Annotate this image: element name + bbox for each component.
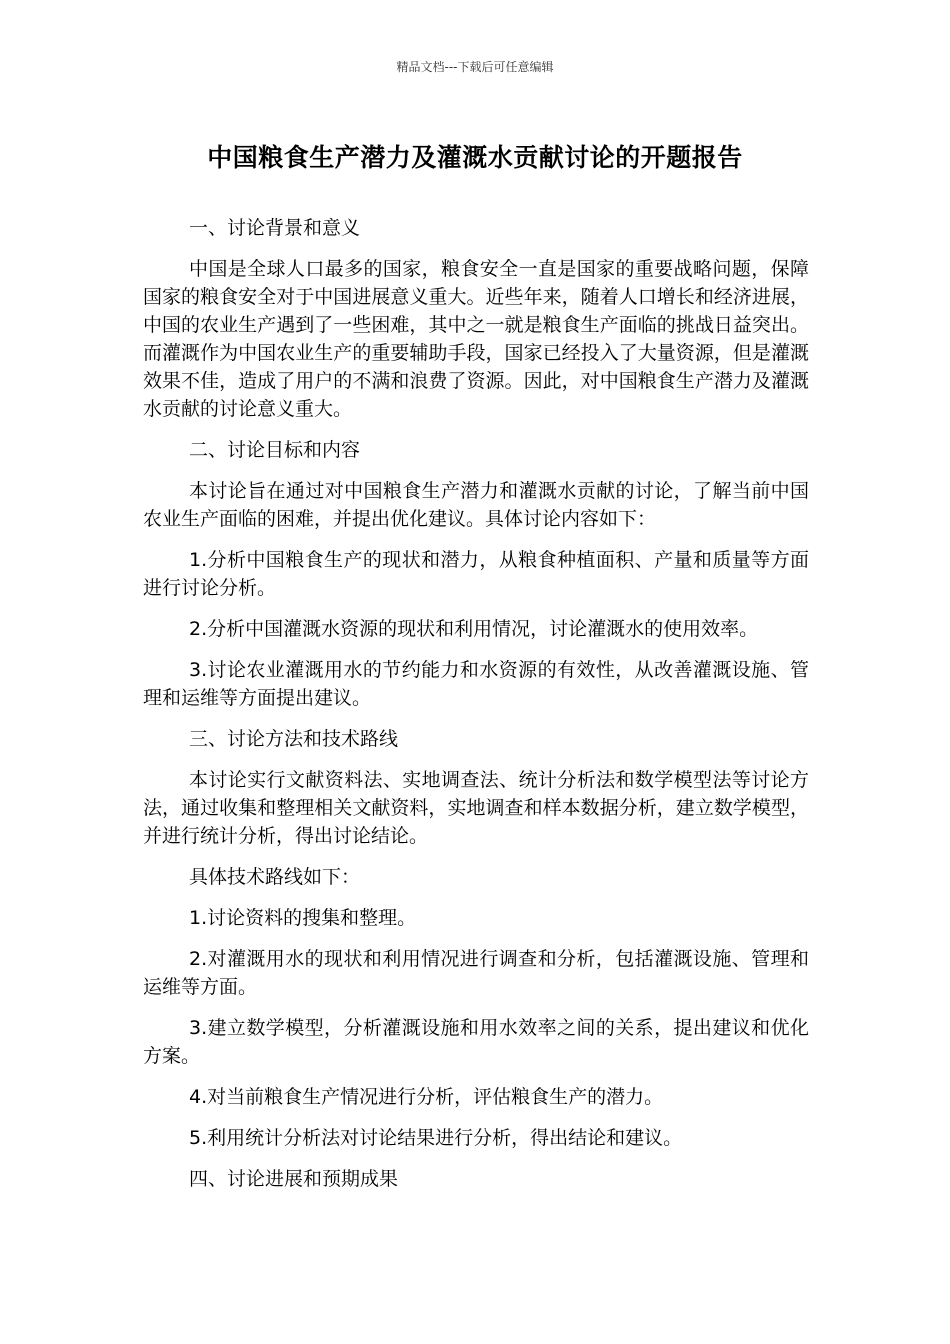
document-body bbox=[143, 214, 809, 1206]
section-heading-progress: 四、讨论进展和预期成果 bbox=[189, 1168, 399, 1190]
paragraph-methods: 本讨论实行文献资料法、实地调查法、统计分析法和数学模型法等讨论方法，通过收集和整理相关文献资料，实地调查和样本数据分析，建立数学模型，并进行统计分析，得出讨论结论。 bbox=[143, 769, 809, 847]
list-item-content-3: 3.讨论农业灌溉用水的节约能力和水资源的有效性，从改善灌溉设施、管理和运维等方面提出建议。 bbox=[143, 659, 809, 709]
list-item-route-1: 1.讨论资料的搜集和整理。 bbox=[189, 907, 417, 929]
paragraph-background: 中国是全球人口最多的国家，粮食安全一直是国家的重要战略问题，保障国家的粮食安全对于中国进展意义重大。近些年来，随着人口增长和经济进展，中国的农业生产遇到了一些困难，其中之一就是粮食生产面临的挑战日益突出。而灌溉作为中国农业生产的重要辅助手段，国家已经投入了大量资源，但是灌溉效果不佳，造成了用户的不满和浪费了资源。因此，对中国粮食生产潜力及灌溉水贡献的讨论意义重大。 bbox=[143, 258, 809, 420]
section-heading-methods: 三、讨论方法和技术路线 bbox=[189, 728, 399, 750]
section-heading-background: 一、讨论背景和意义 bbox=[189, 217, 361, 239]
paragraph-objectives: 本讨论旨在通过对中国粮食生产潜力和灌溉水贡献的讨论，了解当前中国农业生产面临的困难，并提出优化建议。具体讨论内容如下： bbox=[143, 480, 809, 530]
page-header: 精品文档---下载后可任意编辑 bbox=[396, 60, 554, 74]
paragraph-route-intro: 具体技术路线如下： bbox=[189, 866, 361, 888]
document-title: 中国粮食生产潜力及灌溉水贡献讨论的开题报告 bbox=[207, 143, 743, 172]
list-item-content-2: 2.分析中国灌溉水资源的现状和利用情况，讨论灌溉水的使用效率。 bbox=[189, 618, 759, 640]
list-item-route-5: 5.利用统计分析法对讨论结果进行分析，得出结论和建议。 bbox=[189, 1127, 683, 1149]
list-item-route-3: 3.建立数学模型，分析灌溉设施和用水效率之间的关系，提出建议和优化方案。 bbox=[143, 1017, 809, 1067]
list-item-route-4: 4.对当前粮食生产情况进行分析，评估粮食生产的潜力。 bbox=[189, 1086, 664, 1108]
list-item-content-1: 1.分析中国粮食生产的现状和潜力，从粮食种植面积、产量和质量等方面进行讨论分析。 bbox=[143, 549, 809, 599]
section-heading-objectives: 二、讨论目标和内容 bbox=[189, 439, 361, 461]
list-item-route-2: 2.对灌溉用水的现状和利用情况进行调查和分析，包括灌溉设施、管理和运维等方面。 bbox=[143, 948, 809, 998]
